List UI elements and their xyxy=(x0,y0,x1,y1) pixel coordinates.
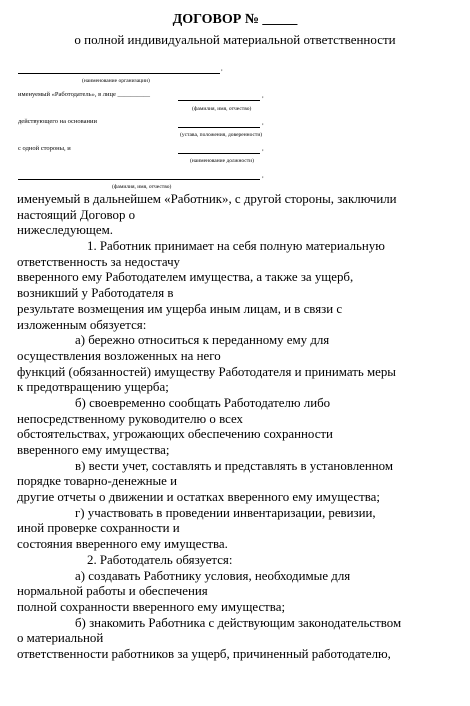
basis-line xyxy=(178,127,260,128)
body-line: о материальной xyxy=(17,631,104,646)
worker-comma: , xyxy=(262,172,264,179)
worker-name-line xyxy=(18,179,260,180)
contract-body xyxy=(17,192,457,663)
worker-name-caption: (фамилия, имя, отчество) xyxy=(112,184,172,190)
body-line: возникший у Работодателя в xyxy=(17,286,174,301)
organization-comma: , xyxy=(221,65,223,72)
position-line xyxy=(178,153,260,154)
body-line: именуемый в дальнейшем «Работник», с другой стороны, заключили xyxy=(17,192,397,206)
clause-1b: б) своевременно сообщать Работодателю либо xyxy=(75,395,331,410)
position-caption: (наименование должности) xyxy=(190,158,254,164)
body-line: другие отчеты о движении и остатках вверенного ему имущества; xyxy=(17,490,380,505)
clause-2a: а) создавать Работнику условия, необходимые для xyxy=(75,568,351,583)
body-line: состояния вверенного ему имущества. xyxy=(17,537,228,552)
body-line: настоящий Договор о xyxy=(17,207,136,222)
document-subtitle: о полной индивидуальной материальной ответственности xyxy=(74,32,396,47)
body-line: функций (обязанностей) имуществу Работодателя и принимать меры xyxy=(17,364,396,379)
employer-text: именуемый «Работодатель», в лице __________ xyxy=(18,91,150,98)
basis-comma: , xyxy=(262,119,264,126)
organization-caption: (наименование организации) xyxy=(82,78,150,84)
body-line: ответственность за недостачу xyxy=(17,254,180,269)
clause-2-heading: 2. Работодатель обязуется: xyxy=(87,552,233,567)
body-line: иной проверке сохранности и xyxy=(17,521,180,536)
position-comma: , xyxy=(262,145,264,152)
body-line: изложенным обязуется: xyxy=(17,317,147,332)
body-line: вверенного ему Работодателем имущества, а также за ущерб, xyxy=(17,270,354,285)
body-line: нормальной работы и обеспечения xyxy=(17,584,208,599)
body-line: порядке товарно-денежные и xyxy=(17,474,177,489)
body-line: вверенного ему имущества; xyxy=(17,443,170,457)
body-line: осуществления возложенных на него xyxy=(17,348,221,363)
clause-2b: б) знакомить Работника с действующим законодательством xyxy=(75,615,402,630)
side-text: с одной стороны, и xyxy=(18,145,71,152)
clause-1v: в) вести учет, составлять и представлять в установленном xyxy=(75,458,394,473)
clause-1-heading: 1. Работник принимает на себя полную материальную xyxy=(87,239,385,254)
document-title: ДОГОВОР № _____ xyxy=(172,12,298,27)
body-line: обстоятельствах, угрожающих обеспечению сохранности xyxy=(17,427,333,442)
body-line: к предотвращению ущерба; xyxy=(17,380,169,395)
employer-name-line xyxy=(178,100,260,101)
body-line: результате возмещения им ущерба иным лицам, и в связи с xyxy=(17,301,343,316)
body-line: ответственности работников за ущерб, причиненный работодателю, xyxy=(17,646,391,661)
body-line: непосредственному руководителю о всех xyxy=(17,411,243,426)
basis-text: действующего на основании xyxy=(18,118,97,125)
organization-line xyxy=(18,73,220,74)
body-line: нижеследующем. xyxy=(17,223,113,238)
clause-1g: г) участвовать в проведении инвентаризации, ревизии, xyxy=(75,505,376,520)
clause-1a: а) бережно относиться к переданному ему для xyxy=(75,333,330,348)
employer-comma: , xyxy=(262,92,264,99)
basis-caption: (устава, положения, доверенности) xyxy=(180,132,263,138)
body-line: полной сохранности вверенного ему имущества; xyxy=(17,599,286,614)
employer-name-caption: (фамилия, имя, отчество) xyxy=(192,106,252,112)
